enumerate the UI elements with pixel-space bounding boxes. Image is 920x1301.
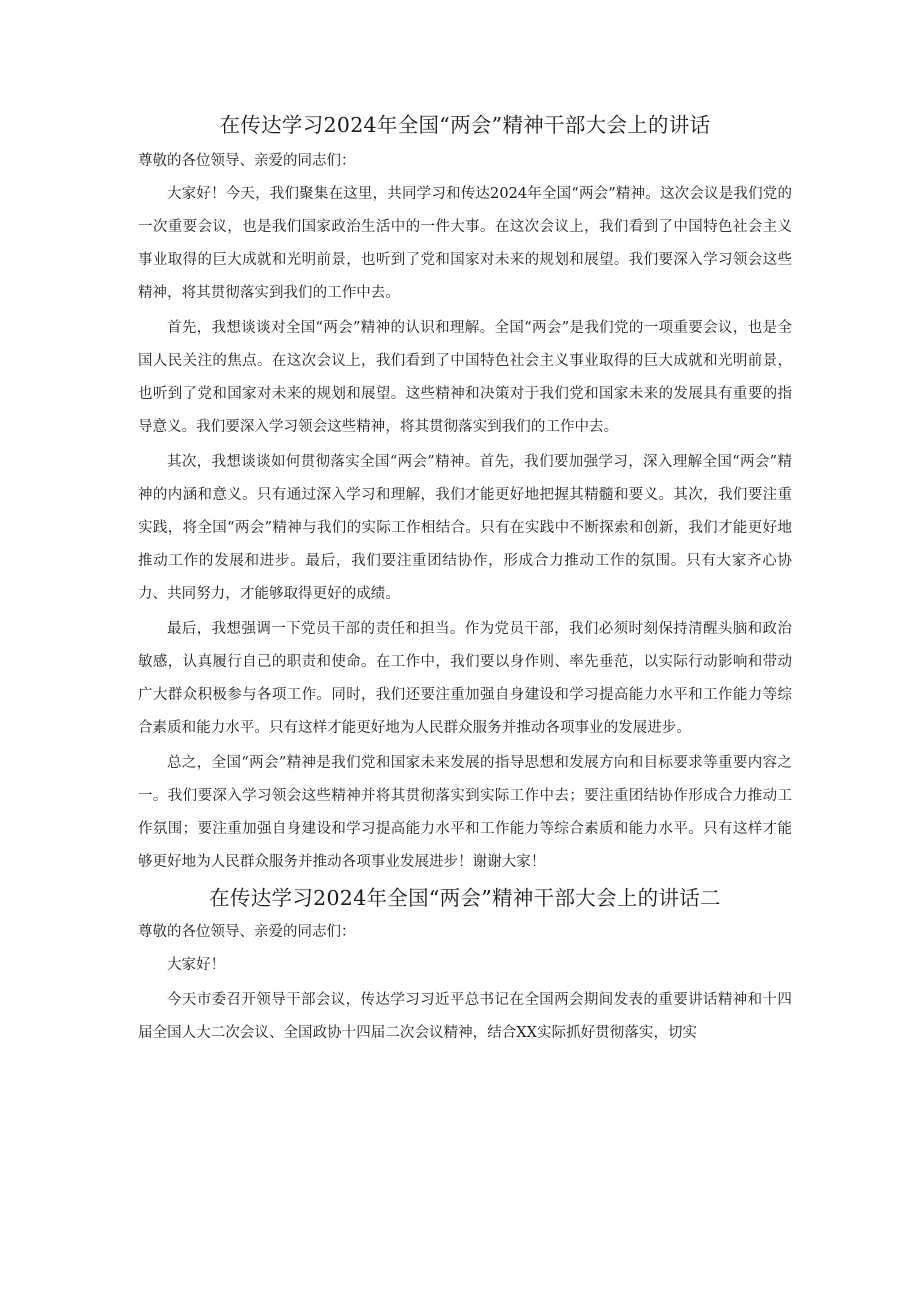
paragraph-2-2: 今天市委召开领导干部会议，传达学习习近平总书记在全国两会期间发表的重要讲话精神和十四届全国人大二次会议、全国政协十四届二次会议精神，结合XX实际抓好贯彻落实，切实 — [138, 992, 792, 1041]
paragraph-1-3: 其次，我想谈谈如何贯彻落实全国“两会”精神。首先，我们要加强学习，深入理解全国“两会”精神的内涵和意义。只有通过深入学习和理解，我们才能更好地把握其精髓和要义。其次，我们要注重实践，将全国“两会”精神与我们的实际工作相结合。只有在实践中不断探索和创新，我们才能更好地推动工作的发展和进步。最后，我们要注重团结协作，形成合力推动工作的氛围。只有大家齐心协力、共同努力，才能够取得更好的成绩。 — [138, 454, 792, 602]
paragraph-1-1: 大家好！今天，我们聚集在这里，共同学习和传达2024年全国“两会”精神。这次会议是我们党的一次重要会议，也是我们国家政治生活中的一件大事。在这次会议上，我们看到了中国特色社会主义事业取得的巨大成就和光明前景，也听到了党和国家对未来的规划和展望。我们要深入学习领会这些精神，将其贯彻落实到我们的工作中去。 — [138, 186, 792, 301]
salutation-2: 尊敬的各位领导、亲爱的同志们： — [138, 924, 356, 940]
paragraph-2-1: 大家好！ — [167, 957, 226, 973]
speech-section-2 — [138, 881, 792, 1050]
paragraph-1-2: 首先，我想谈谈对全国“两会”精神的认识和理解。全国“两会”是我们党的一项重要会议，也是全国人民关注的焦点。在这次会议上，我们看到了中国特色社会主义事业取得的巨大成就和光明前景，也听到了党和国家对未来的规划和展望。这些精神和决策对于我们党和国家未来的发展具有重要的指导意义。我们要深入学习领会这些精神，将其贯彻落实到我们的工作中去。 — [138, 320, 792, 435]
paragraph-1-4: 最后，我想强调一下党员干部的责任和担当。作为党员干部，我们必须时刻保持清醒头脑和政治敏感，认真履行自己的职责和使命。在工作中，我们要以身作则、率先垂范，以实际行动影响和带动广大群众积极参与各项工作。同时，我们还要注重加强自身建设和学习提高能力水平和工作能力等综合素质和能力水平。只有这样才能更好地为人民群众服务并推动各项事业的发展进步。 — [138, 621, 792, 736]
speech-title-1: 在传达学习2024年全国“两会”精神干部大会上的讲话 — [219, 113, 711, 137]
speech-section-1 — [138, 108, 792, 879]
speech-title-2: 在传达学习2024年全国“两会”精神干部大会上的讲话二 — [209, 886, 721, 910]
paragraph-1-5: 总之，全国“两会”精神是我们党和国家未来发展的指导思想和发展方向和目标要求等重要内容之一。我们要深入学习领会这些精神并将其贯彻落实到实际工作中去；要注重团结协作形成合力推动工作氛围；要注重加强自身建设和学习提高能力水平和工作能力等综合素质和能力水平。只有这样才能够更好地为人民群众服务并推动各项事业发展进步！谢谢大家！ — [138, 755, 792, 870]
salutation-1: 尊敬的各位领导、亲爱的同志们： — [138, 153, 356, 169]
